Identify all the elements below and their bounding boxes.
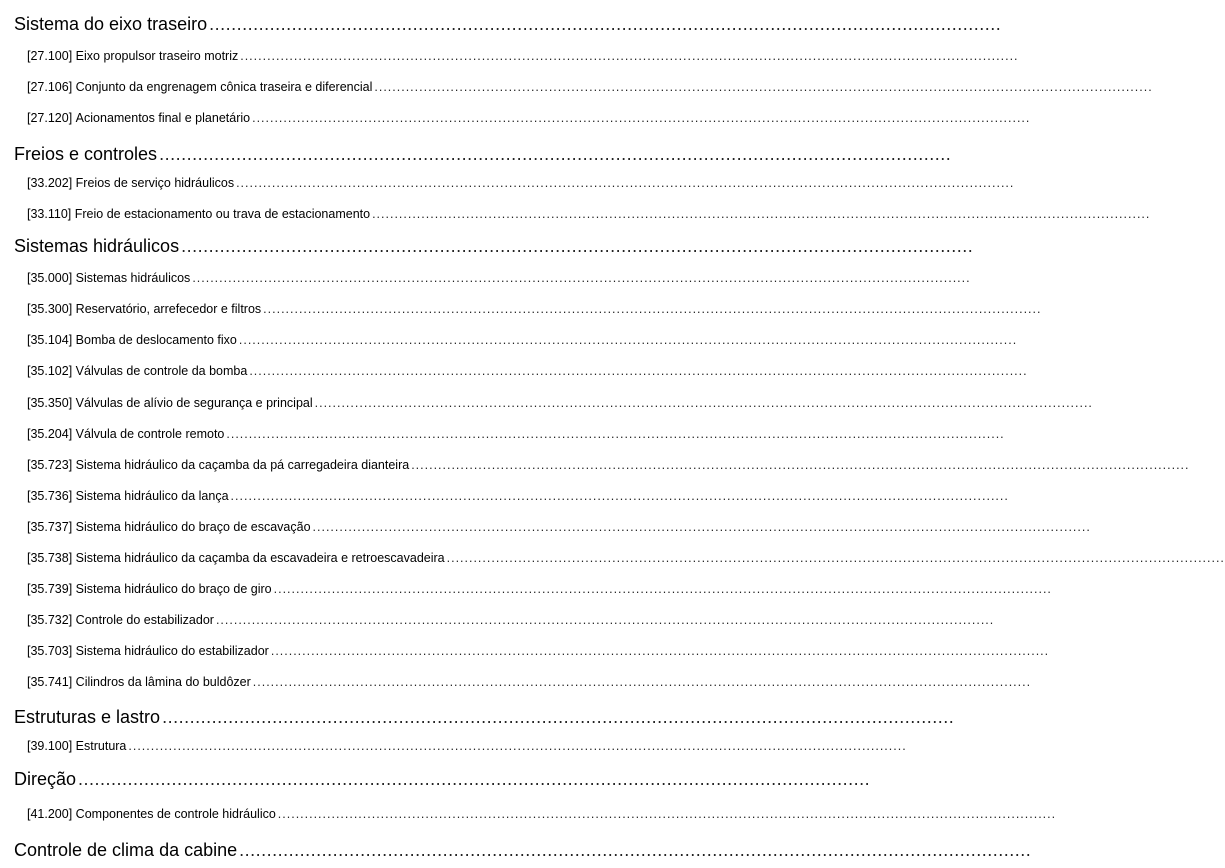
entry-code: [33.202] [27,176,73,190]
dot-leader: .............................................................................................................................................................................. [273,582,1052,596]
dot-leader: .............................................................................................................................................................................. [128,739,907,753]
toc-entry[interactable] [27,427,1005,441]
section-heading[interactable] [14,14,1002,35]
dot-leader: .............................................................................................................................................................................. [252,675,1032,689]
toc-entry[interactable] [27,489,1009,503]
toc-entry[interactable] [27,111,1031,125]
dot-leader: .............................................................................................................................................................................. [249,364,1028,378]
entry-label: Estrutura [75,739,127,753]
dot-leader: .............................................................................................................................................................................. [215,613,995,627]
toc-entry[interactable] [27,807,1057,821]
entry-code: [27.106] [27,80,73,94]
entry-code: [35.300] [27,302,73,316]
toc-entry[interactable] [27,207,1151,221]
toc-entry[interactable] [27,613,995,627]
entry-code: [33.110] [27,207,72,221]
entry-label: Cilindros da lâmina do buldôzer [75,675,251,689]
toc-entry[interactable] [27,644,1050,658]
dot-leader: .............................................................................................................................................................................. [236,176,1015,190]
entry-code: [35.104] [27,333,73,347]
entry-label: Conjunto da engrenagem cônica traseira e diferencial [75,80,373,94]
section-title: Estruturas e lastro [14,707,161,727]
entry-label: Válvulas de alívio de segurança e principal [75,396,313,410]
entry-code: [35.102] [27,364,73,378]
entry-label: Sistema hidráulico do braço de giro [75,582,272,596]
entry-label: Freios de serviço hidráulicos [75,176,235,190]
dot-leader: ................................................................................................................................................ [209,14,1002,34]
dot-leader: .............................................................................................................................................................................. [252,111,1031,125]
section-title: Controle de clima da cabine [14,840,238,860]
entry-label: Bomba de deslocamento fixo [75,333,237,347]
section-heading[interactable] [14,707,955,728]
entry-label: Freio de estacionamento ou trava de estacionamento [74,207,371,221]
toc-entry[interactable] [27,582,1052,596]
entry-label: Controle do estabilizador [75,613,214,627]
toc-entry[interactable] [27,80,1153,94]
dot-leader: .............................................................................................................................................................................. [270,644,1050,658]
entry-code: [35.741] [27,675,73,689]
section-heading[interactable] [14,769,871,790]
dot-leader: ................................................................................................................................................ [239,840,1032,860]
entry-code: [35.350] [27,396,73,410]
section-title: Sistema do eixo traseiro [14,14,208,34]
dot-leader: .............................................................................................................................................................................. [192,271,971,285]
entry-code: [27.100] [27,49,73,63]
entry-label: Sistema hidráulico do estabilizador [75,644,269,658]
dot-leader: ................................................................................................................................................ [181,236,974,256]
dot-leader: ................................................................................................................................................ [162,707,955,727]
toc-entry[interactable] [27,364,1028,378]
entry-label: Componentes de controle hidráulico [75,807,276,821]
toc-entry[interactable] [27,302,1042,316]
dot-leader: .............................................................................................................................................................................. [314,396,1093,410]
dot-leader: .............................................................................................................................................................................. [226,427,1005,441]
section-title: Sistemas hidráulicos [14,236,180,256]
entry-label: Sistema hidráulico do braço de escavação [75,520,311,534]
entry-label: Sistema hidráulico da caçamba da pá carregadeira dianteira [75,458,410,472]
entry-code: [35.737] [27,520,73,534]
dot-leader: .............................................................................................................................................................................. [277,807,1057,821]
dot-leader: .............................................................................................................................................................................. [238,333,1018,347]
entry-label: Válvula de controle remoto [75,427,225,441]
entry-label: Acionamentos final e planetário [75,111,251,125]
entry-label: Eixo propulsor traseiro motriz [75,49,239,63]
toc-entry[interactable] [27,675,1032,689]
entry-code: [35.000] [27,271,73,285]
entry-label: Sistema hidráulico da caçamba da escavadeira e retroescavadeira [75,551,445,565]
dot-leader: .............................................................................................................................................................................. [411,458,1190,472]
dot-leader: .............................................................................................................................................................................. [230,489,1009,503]
toc-entry[interactable] [27,49,1019,63]
section-heading[interactable] [14,236,974,257]
dot-leader: .............................................................................................................................................................................. [372,207,1151,221]
section-title: Direção [14,769,77,789]
toc-entry[interactable] [27,520,1091,534]
dot-leader: ................................................................................................................................................ [78,769,871,789]
entry-code: [27.120] [27,111,73,125]
dot-leader: .............................................................................................................................................................................. [240,49,1019,63]
entry-code: [41.200] [27,807,73,821]
toc-entry[interactable] [27,551,1225,565]
toc-entry[interactable] [27,739,907,753]
toc-entry[interactable] [27,396,1093,410]
entry-code: [35.736] [27,489,73,503]
dot-leader: ................................................................................................................................................ [159,144,952,164]
section-heading[interactable] [14,840,1032,861]
entry-code: [35.732] [27,613,73,627]
entry-code: [35.739] [27,582,73,596]
dot-leader: .............................................................................................................................................................................. [312,520,1091,534]
toc-entry[interactable] [27,176,1015,190]
entry-code: [35.204] [27,427,73,441]
toc-entry[interactable] [27,333,1018,347]
dot-leader: .............................................................................................................................................................................. [263,302,1042,316]
entry-code: [35.723] [27,458,73,472]
section-heading[interactable] [14,144,952,165]
entry-label: Sistemas hidráulicos [75,271,191,285]
toc-entry[interactable] [27,458,1190,472]
toc-entry[interactable] [27,271,971,285]
dot-leader: .............................................................................................................................................................................. [374,80,1153,94]
entry-code: [39.100] [27,739,73,753]
dot-leader: .............................................................................................................................................................................. [446,551,1225,565]
entry-code: [35.703] [27,644,73,658]
entry-label: Válvulas de controle da bomba [75,364,248,378]
entry-label: Sistema hidráulico da lança [75,489,229,503]
entry-label: Reservatório, arrefecedor e filtros [75,302,262,316]
section-title: Freios e controles [14,144,158,164]
entry-code: [35.738] [27,551,73,565]
